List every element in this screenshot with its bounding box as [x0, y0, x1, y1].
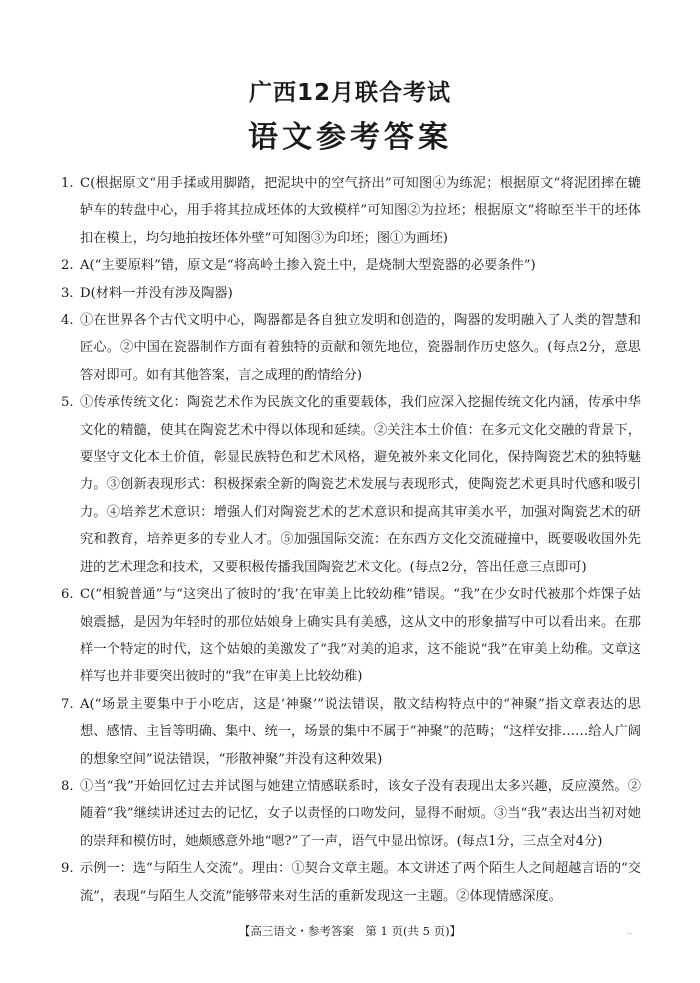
answer-number: 9.: [61, 861, 74, 877]
answer-item-6: [61, 581, 641, 691]
answer-number: 8.: [61, 778, 74, 794]
answer-item-8: [61, 773, 641, 855]
exam-title: 广西12月联合考试: [248, 80, 451, 106]
answer-item-9: [61, 855, 641, 910]
answer-text: ①当“我”开始回忆过去并试图与她建立情感联系时，该女子没有表现出太多兴趣，反应漠然。②随着“我”继续讲述过去的记忆，女子以责怪的口吻发问，显得不耐烦。③当“我”表达出当初对她的崇拜和模仿时，她颇感意外地“嗯?”了一声，语气中显出惊讶。(每点1分，三点全对4分): [80, 778, 641, 849]
answer-number: 2.: [61, 258, 74, 274]
answer-list: [61, 170, 641, 910]
answer-text: A(“主要原料”错，原文是“将高岭土掺入瓷土中，是烧制大型瓷器的必要条件”): [80, 258, 536, 274]
answer-item-2: [61, 252, 641, 279]
answer-number: 7.: [61, 696, 74, 712]
answer-number: 1.: [61, 176, 74, 191]
page-footer: 【高三语文・参考答案 第 1 页(共 5 页)】: [238, 924, 462, 938]
answer-text: C(根据原文“用手揉或用脚踏，把泥块中的空气挤出”可知图④为练泥；根据原文“将泥团摔在辘轳车的转盘中心，用手将其拉成坯体的大致模样”可知图②为拉坯；根据原文“将晾至半干的坯体扣在模上，均匀地拍按坯体外壁”可知图③为印坯；图①为画坯): [80, 176, 641, 246]
answer-text: 示例一：选“与陌生人交流”。理由：①契合文章主题。本文讲述了两个陌生人之间超越言语的“交流”，表现“与陌生人交流”能够带来对生活的重新发现这一主题。②体现情感深度。: [80, 861, 641, 904]
answer-text: ①传承传统文化：陶瓷艺术作为民族文化的重要载体，我们应深入挖掘传统文化内涵，传承中华文化的精髓，使其在陶瓷艺术中得以体现和延续。②关注本土价值：在多元文化交融的背景下，要坚守文化本土价值，彰显民族特色和艺术风格，避免被外来文化同化，保持陶瓷艺术的独特魅力。③创新表现形式：积极探索全新的陶瓷艺术发展与表现形式，使陶瓷艺术更具时代感和吸引力。④培养艺术意识：增强人们对陶瓷艺术的艺术意识和提高其审美水平，加强对陶瓷艺术的研究和教育，培养更多的专业人才。⑤加强国际交流：在东西方文化交流碰撞中，既要吸收国外先进的艺术理念和技术，又要积极传播我国陶瓷艺术文化。(每点2分，答出任意三点即可): [80, 395, 641, 575]
corner-mark: ..: [627, 927, 633, 936]
answer-number: 5.: [61, 395, 74, 411]
answer-item-4: [61, 307, 641, 389]
answer-text: C(“相貌普通”与“这突出了彼时的‘我’在审美上比较幼稚”错误。“我”在少女时代被那个炸馃子姑娘震撼，是因为年轻时的那位姑娘身上确实具有美感，这从文中的形象描写中可以看出来。在那样一个特定的时代，这个姑娘的美激发了“我”对美的追求，这不能说“我”在审美上幼稚。文章这样写也并非要突出彼时的“我”在审美上比较幼稚): [80, 587, 641, 685]
answer-number: 3.: [61, 285, 74, 301]
answer-item-3: [61, 280, 641, 307]
answer-number: 6.: [61, 587, 74, 603]
answer-item-1: [61, 170, 641, 252]
answer-number: 4.: [61, 313, 74, 329]
answer-text: D(材料一并没有涉及陶器): [80, 285, 233, 301]
answer-text: ①在世界各个古代文明中心，陶器都是各自独立发明和创造的，陶器的发明融入了人类的智慧和匠心。②中国在瓷器制作方面有着独特的贡献和领先地位，瓷器制作历史悠久。(每点2分，意思答对即可。如有其他答案，言之成理的酌情给分): [80, 313, 641, 383]
answer-key-title: 语文参考答案: [248, 120, 452, 155]
answer-text: A(“场景主要集中于小吃店，这是‘神聚’”说法错误，散文结构特点中的“神聚”指文章表达的思想、感情、主旨等明确、集中、统一，场景的集中不属于“神聚”的范畴；“这样安排……给人广阔的想象空间”说法错误，“形散神聚”并没有这种效果): [80, 696, 641, 767]
answer-item-5: [61, 389, 641, 581]
answer-item-7: [61, 691, 641, 773]
